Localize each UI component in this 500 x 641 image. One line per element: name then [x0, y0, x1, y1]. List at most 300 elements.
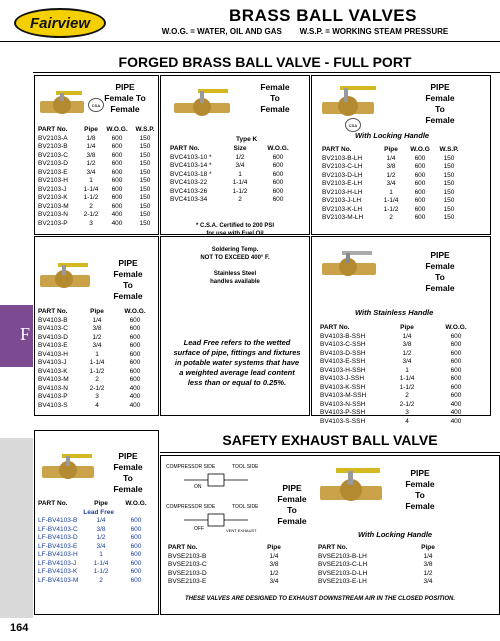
- table-cell: 400: [129, 401, 141, 409]
- table-row: [322, 214, 464, 223]
- table-cell: 150: [139, 194, 151, 201]
- table-cell: 600: [414, 154, 426, 162]
- table-cell: 1/8: [86, 134, 96, 142]
- table-cell: W.S.P.: [135, 126, 155, 133]
- table-cell: BV2103-D: [38, 160, 68, 167]
- table-cell: BV4103-N: [38, 384, 68, 392]
- bv2103-header: PIPE Female To Female: [104, 82, 146, 114]
- table-cell: 2: [238, 196, 242, 203]
- table-row: [320, 358, 478, 367]
- table-cell: 600: [130, 517, 142, 524]
- table-cell: BV2103-N: [38, 211, 68, 218]
- table-cell: BV4103-J: [38, 359, 67, 366]
- table-cell: W.O.G.: [106, 126, 128, 133]
- table-cell: LF-BV4103-H: [38, 551, 78, 558]
- table-row: [320, 341, 478, 350]
- table-row: [320, 375, 478, 384]
- table-row: [322, 163, 464, 172]
- table-row: [320, 409, 478, 418]
- table-cell: 1-1/2: [93, 568, 109, 575]
- table-cell: W.O.G: [410, 146, 430, 153]
- table-cell: LF-BV4103-D: [38, 534, 78, 541]
- table-cell: PART No.: [170, 145, 200, 152]
- diagram-label: ON: [194, 484, 202, 490]
- table-cell: 400: [129, 393, 141, 400]
- table-cell: 3/8: [96, 525, 106, 533]
- table-cell: 1/4: [402, 332, 412, 340]
- table-cell: 1: [89, 177, 93, 184]
- table-cell: BV4103-H: [38, 350, 68, 358]
- table-cell: BVSE2103-C-LH: [318, 561, 368, 568]
- table-cell: W.O.G.: [267, 145, 289, 152]
- bv2103-lh-header: PIPE Female To Female: [425, 82, 455, 125]
- table-cell: 600: [111, 194, 123, 201]
- table-cell: 3/4: [235, 162, 245, 169]
- table-cell: 3: [405, 409, 409, 416]
- table-cell: 600: [450, 392, 462, 399]
- table-row: [322, 197, 464, 206]
- table-cell: 600: [111, 185, 123, 193]
- table-row: [170, 179, 296, 188]
- table-row: [38, 211, 158, 220]
- table-cell: 1-1/4: [232, 179, 248, 186]
- table-cell: BV2103-M: [38, 202, 69, 210]
- table-cell: 600: [129, 342, 141, 349]
- table-cell: 1: [389, 188, 393, 196]
- logo-text: Fairview: [29, 14, 91, 32]
- diagram-label: OFF: [194, 526, 204, 532]
- table-cell: 3/4: [269, 578, 279, 585]
- csa-cert-icon: CSA: [345, 118, 361, 132]
- table-row: [170, 196, 296, 205]
- table-row: [38, 169, 158, 178]
- table-cell: BV2103-E: [38, 168, 68, 176]
- locking-valve-image: [318, 82, 378, 118]
- diagram-label: VENT EXHAUST: [226, 528, 257, 533]
- table-cell: 600: [111, 202, 123, 210]
- table-cell: BVSE2103-C: [168, 561, 207, 568]
- gray-gutter: [0, 438, 33, 618]
- table-cell: 3: [95, 393, 99, 400]
- table-cell: 600: [450, 332, 462, 340]
- table-cell: 600: [450, 341, 462, 348]
- table-cell: BV2103-J: [38, 185, 67, 193]
- table-cell: 1/2: [96, 534, 106, 541]
- table-row: [38, 220, 158, 229]
- table-cell: 1/4: [92, 316, 102, 324]
- table-cell: BV4103-B: [38, 316, 68, 324]
- table-cell: W.S.P.: [439, 146, 459, 153]
- table-cell: 3: [89, 219, 93, 227]
- bvse2103-lh-table: [318, 544, 448, 587]
- exhaust-valve-image: [318, 462, 384, 506]
- table-cell: 600: [129, 376, 141, 383]
- table-cell: 600: [272, 153, 284, 161]
- bvse2103-lh-subheader: With Locking Handle: [358, 530, 433, 539]
- table-row: [38, 393, 158, 402]
- stainless-handle-valve-image: [320, 245, 378, 279]
- table-cell: BV4103-P-SSH: [320, 409, 366, 416]
- bvse2103-lh-header: PIPE Female To Female: [405, 468, 435, 511]
- table-cell: BV4103-P: [38, 393, 68, 400]
- table-cell: 1-1/2: [399, 383, 415, 391]
- table-cell: BV4103-S: [38, 401, 68, 409]
- ball-valve-image: [38, 85, 86, 117]
- section-tab-letter: F: [20, 324, 31, 344]
- table-cell: 600: [450, 366, 462, 374]
- table-cell: 600: [129, 350, 141, 358]
- table-row: [322, 155, 464, 164]
- table-cell: BV2103-K-LH: [322, 205, 363, 213]
- table-row: [38, 517, 158, 526]
- table-row: [38, 560, 158, 569]
- table-row: [38, 194, 158, 203]
- table-header-row: [170, 145, 296, 154]
- table-cell: BV2103-J-LH: [322, 197, 362, 204]
- table-cell: Pipe: [94, 500, 108, 507]
- table-cell: 600: [272, 162, 284, 169]
- table-cell: 150: [139, 219, 151, 227]
- table-cell: 3/4: [96, 542, 106, 550]
- table-row: [38, 402, 158, 411]
- table-cell: 150: [139, 160, 151, 167]
- table-cell: 150: [443, 171, 455, 179]
- table-row: [38, 325, 158, 334]
- table-cell: BV4103-D: [38, 333, 68, 341]
- table-row: [38, 543, 158, 552]
- table-header-row: [38, 126, 158, 135]
- table-cell: Size: [233, 145, 247, 152]
- table-cell: LF-BV4103-J: [38, 559, 77, 567]
- table-row: [38, 186, 158, 195]
- table-cell: 1/4: [386, 154, 396, 162]
- table-cell: 600: [414, 188, 426, 196]
- table-cell: 150: [139, 134, 151, 142]
- table-cell: BV4103-B-SSH: [320, 332, 366, 340]
- table-cell: 600: [111, 177, 123, 184]
- table-cell: 2: [405, 392, 409, 399]
- table-cell: 1: [99, 551, 103, 558]
- table-cell: BV4103-C: [38, 325, 68, 332]
- type-k-label: Type K: [236, 136, 258, 143]
- table-cell: 3/8: [402, 341, 412, 348]
- table-header-row: [38, 500, 158, 509]
- page-title: BRASS BALL VALVES: [229, 6, 417, 25]
- table-cell: Pipe: [267, 544, 281, 551]
- table-row: [170, 162, 296, 171]
- table-cell: BV2103-P: [38, 219, 68, 227]
- table-row: [38, 359, 158, 368]
- table-cell: 150: [443, 214, 455, 221]
- table-cell: 400: [111, 219, 123, 227]
- table-cell: BV4103-S-SSH: [320, 417, 366, 425]
- header-divider: [0, 41, 500, 42]
- bvc4103-header: Female To Female: [260, 82, 290, 114]
- table-cell: 600: [130, 525, 142, 533]
- table-cell: LF-BV4103-M: [38, 576, 79, 584]
- lead-free-label-row: [38, 509, 158, 518]
- table-cell: 150: [139, 202, 151, 210]
- table-row: [322, 206, 464, 215]
- table-row: [322, 189, 464, 198]
- table-cell: 1-1/4: [83, 185, 99, 193]
- table-row: [168, 570, 294, 579]
- table-cell: 600: [450, 375, 462, 382]
- table-cell: 600: [130, 551, 142, 558]
- diagram-label: TOOL SIDE: [232, 504, 259, 510]
- lf-bv4103-header: PIPE Female To Female: [113, 451, 143, 494]
- bv4103-header: PIPE Female To Female: [113, 258, 143, 301]
- csa-note: * C.S.A. Certified to 200 PSI for use with Fuel Oil: [195, 223, 275, 237]
- table-header-row: [168, 544, 294, 553]
- exhaust-section-rule: [160, 452, 500, 453]
- table-cell: BV4103-E: [38, 342, 68, 349]
- lead-free-valve-image: [40, 448, 96, 482]
- table-cell: BV4103-E-SSH: [320, 358, 366, 365]
- table-row: [38, 534, 158, 543]
- table-cell: 400: [450, 417, 462, 425]
- table-cell: 600: [130, 542, 142, 550]
- table-cell: 1/2: [235, 153, 245, 161]
- table-cell: 3/4: [86, 168, 96, 176]
- table-cell: 150: [443, 163, 455, 170]
- table-cell: LF-BV4103-B: [38, 517, 78, 524]
- table-row: [38, 317, 158, 326]
- table-cell: BV2103-E-LH: [322, 180, 363, 187]
- forged-section-rule: [33, 72, 500, 73]
- table-cell: BV2103-C: [38, 151, 68, 159]
- table-cell: BV4103-K-SSH: [320, 383, 366, 391]
- table-cell: 2: [89, 202, 93, 210]
- lead-free-label: Lead Free: [83, 508, 114, 516]
- table-cell: PART No.: [168, 544, 198, 551]
- table-cell: 2-1/2: [83, 211, 99, 218]
- table-row: [38, 160, 158, 169]
- table-cell: 600: [111, 160, 123, 167]
- table-cell: 600: [130, 559, 142, 567]
- table-cell: BVC4103-14 *: [170, 162, 212, 169]
- table-cell: Pipe: [84, 126, 98, 133]
- table-cell: LF-BV4103-E: [38, 542, 78, 550]
- table-cell: 150: [443, 197, 455, 204]
- table-row: [320, 418, 478, 427]
- table-cell: BV2103-K: [38, 194, 68, 201]
- table-cell: 400: [450, 400, 462, 408]
- table-cell: 1-1/2: [83, 194, 99, 201]
- table-cell: BV4103-C-SSH: [320, 341, 366, 348]
- table-row: [38, 526, 158, 535]
- table-cell: 600: [111, 168, 123, 176]
- table-cell: BV4103-M: [38, 376, 69, 383]
- table-cell: 600: [130, 534, 142, 541]
- table-cell: BV4103-D-SSH: [320, 349, 366, 357]
- table-cell: 3/8: [269, 561, 279, 568]
- table-cell: 150: [139, 185, 151, 193]
- table-cell: 1-1/4: [93, 559, 109, 567]
- table-cell: BVC4103-22: [170, 179, 208, 186]
- table-cell: BV2103-B-LH: [322, 154, 363, 162]
- table-cell: 600: [414, 180, 426, 187]
- table-cell: 1/2: [92, 333, 102, 341]
- csa-cert-icon: CSA: [88, 98, 104, 112]
- table-cell: 1/2: [269, 569, 279, 577]
- table-cell: 600: [450, 358, 462, 365]
- table-cell: BVSE2103-D: [168, 569, 207, 577]
- exhaust-flow-diagram: [164, 460, 268, 538]
- table-cell: BV2103-D-LH: [322, 171, 363, 179]
- table-cell: PART No.: [38, 500, 68, 507]
- ball-valve-image: [172, 85, 232, 119]
- table-cell: BV4103-H-SSH: [320, 366, 366, 374]
- table-row: [170, 171, 296, 180]
- table-cell: 3/8: [86, 151, 96, 159]
- table-row: [38, 385, 158, 394]
- table-row: [38, 334, 158, 343]
- table-row: [38, 351, 158, 360]
- table-cell: BVC4103-34: [170, 196, 208, 203]
- table-cell: PART No.: [318, 544, 348, 551]
- table-cell: 3/4: [92, 342, 102, 349]
- table-cell: 150: [139, 151, 151, 159]
- table-row: [38, 342, 158, 351]
- table-cell: 1/4: [86, 143, 96, 150]
- table-row: [170, 154, 296, 163]
- table-row: [38, 203, 158, 212]
- table-cell: 1: [405, 366, 409, 374]
- table-cell: BVSE2103-B-LH: [318, 552, 367, 560]
- table-cell: BV4103-K: [38, 367, 68, 375]
- table-cell: 4: [405, 417, 409, 425]
- table-cell: BVSE2103-E: [168, 578, 207, 585]
- table-cell: BV4103-M-SSH: [320, 392, 367, 399]
- table-cell: 1/4: [423, 552, 433, 560]
- table-cell: 150: [443, 180, 455, 187]
- table-cell: 600: [414, 163, 426, 170]
- table-header-row: [320, 324, 478, 333]
- table-row: [38, 152, 158, 161]
- table-cell: 1/2: [423, 569, 433, 577]
- table-cell: Pipe: [384, 146, 398, 153]
- table-cell: 600: [129, 359, 141, 366]
- table-cell: PART No.: [38, 308, 68, 315]
- table-row: [320, 384, 478, 393]
- table-cell: 1-1/2: [232, 187, 248, 195]
- table-cell: BV4103-N-SSH: [320, 400, 366, 408]
- table-row: [168, 553, 294, 562]
- table-cell: 1/4: [96, 517, 106, 524]
- bvc4103-table: [170, 145, 296, 205]
- table-cell: 150: [139, 168, 151, 176]
- fairview-logo: [14, 8, 106, 38]
- table-cell: 600: [129, 333, 141, 341]
- table-cell: 3/4: [402, 358, 412, 365]
- table-cell: 600: [414, 205, 426, 213]
- table-cell: 4: [95, 401, 99, 409]
- table-row: [38, 177, 158, 186]
- table-cell: 3/8: [386, 163, 396, 170]
- table-cell: 600: [272, 196, 284, 203]
- bvse2103-header: PIPE Female To Female: [277, 483, 307, 526]
- table-row: [168, 578, 294, 587]
- table-cell: BV2103-M-LH: [322, 214, 364, 221]
- table-cell: 600: [272, 187, 284, 195]
- table-cell: 150: [139, 211, 151, 218]
- table-cell: BVC4103-26: [170, 187, 208, 195]
- diagram-label: COMPRESSOR SIDE: [166, 464, 216, 470]
- table-cell: BVC4103-10 *: [170, 153, 212, 161]
- ball-valve-image: [38, 257, 92, 291]
- forged-section-title: FORGED BRASS BALL VALVE - FULL PORT: [118, 54, 412, 70]
- table-cell: BV2103-A: [38, 134, 68, 142]
- table-cell: Pipe: [400, 324, 414, 331]
- table-cell: 600: [111, 151, 123, 159]
- exhaust-section-title: SAFETY EXHAUST BALL VALVE: [222, 432, 438, 448]
- table-cell: BV2103-H: [38, 177, 68, 184]
- table-row: [38, 143, 158, 152]
- table-cell: 2: [95, 376, 99, 383]
- table-cell: LF-BV4103-K: [38, 568, 78, 575]
- table-cell: 400: [129, 384, 141, 392]
- table-cell: 2: [99, 576, 103, 584]
- table-cell: 3/8: [423, 561, 433, 568]
- table-cell: Pipe: [90, 308, 104, 315]
- page-number: 164: [10, 622, 29, 634]
- bvc4103-notes-box: [160, 236, 310, 416]
- table-row: [320, 401, 478, 410]
- table-cell: PART No.: [38, 126, 68, 133]
- bv4103-ssh-header: PIPE Female To Female: [425, 250, 455, 293]
- table-cell: 150: [139, 177, 151, 184]
- table-row: [38, 577, 158, 586]
- lead-free-note: Lead Free refers to the wetted surface of pipe, fittings and fixtures in potable water systems that have a weighted average lead content less than or equal to 0.25%.: [173, 338, 301, 387]
- table-cell: 1: [238, 170, 242, 178]
- table-cell: 150: [139, 143, 151, 150]
- table-cell: BVSE2103-B: [168, 552, 207, 560]
- table-cell: 400: [450, 409, 462, 416]
- table-row: [168, 561, 294, 570]
- page-subtitle: W.O.G. = WATER, OIL AND GAS W.S.P. = WORKING STEAM PRESSURE: [161, 27, 449, 36]
- bv2103-table: [38, 126, 158, 228]
- table-row: [322, 172, 464, 181]
- table-cell: 600: [129, 316, 141, 324]
- table-cell: W.O.G.: [125, 500, 147, 507]
- table-row: [320, 367, 478, 376]
- table-cell: 2-1/2: [89, 384, 105, 392]
- stainless-note: Stainless Steel handles available: [210, 271, 260, 285]
- table-header-row: [322, 146, 464, 155]
- table-cell: PART No.: [320, 324, 350, 331]
- table-cell: 2: [389, 214, 393, 221]
- table-cell: W.O.G.: [124, 308, 146, 315]
- table-cell: 3/8: [92, 325, 102, 332]
- table-cell: BV2103-C-LH: [322, 163, 363, 170]
- table-cell: 3/4: [423, 578, 433, 585]
- table-row: [170, 188, 296, 197]
- table-header-row: [318, 544, 448, 553]
- table-cell: 1/2: [386, 171, 396, 179]
- lf-bv4103-table: [38, 500, 158, 585]
- table-cell: PART No.: [322, 146, 352, 153]
- table-cell: 600: [414, 214, 426, 221]
- bv2103-lh-subheader: With Locking Handle: [355, 131, 430, 140]
- table-row: [38, 376, 158, 385]
- table-row: [38, 568, 158, 577]
- table-cell: 600: [272, 179, 284, 186]
- table-cell: 600: [414, 197, 426, 204]
- table-cell: BV2103-H-LH: [322, 188, 363, 196]
- bv4103-table: [38, 308, 158, 410]
- table-cell: 1/4: [269, 552, 279, 560]
